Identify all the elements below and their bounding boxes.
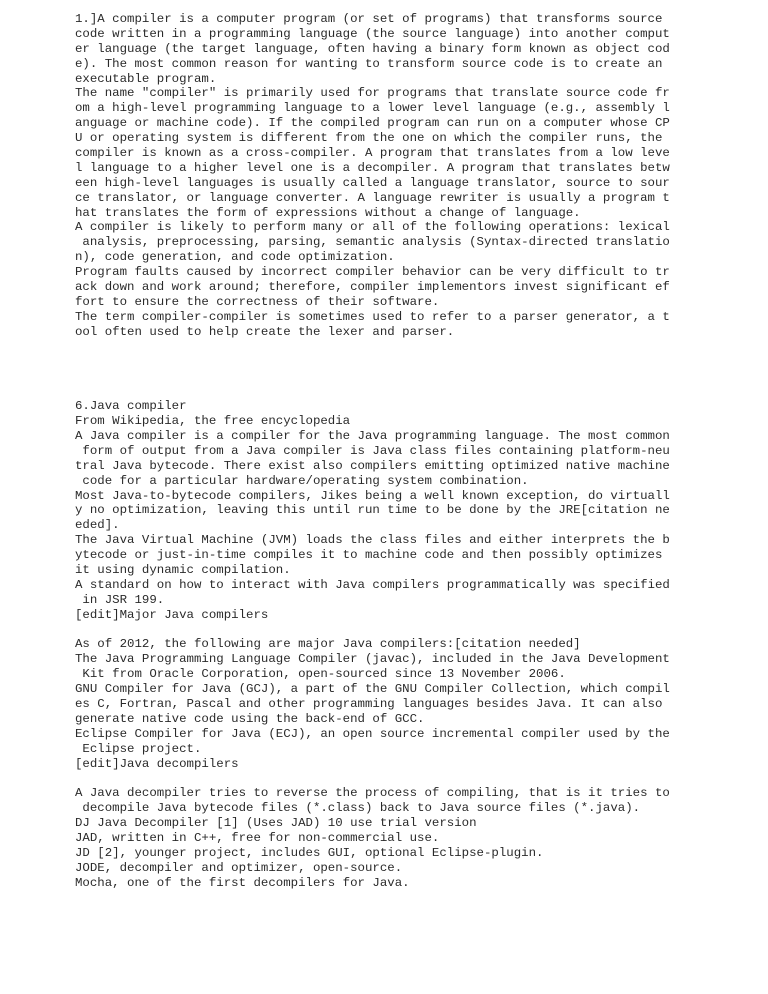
list-item: JAD, written in C++, free for non-commercial use. xyxy=(75,831,440,846)
section-heading: 6.Java compiler xyxy=(75,399,187,414)
document-page xyxy=(75,12,685,891)
text-line: l language to a higher level one is a decompiler. A program that translates betw xyxy=(75,160,670,175)
text-line: eded]. xyxy=(75,518,120,533)
text-line: fort to ensure the correctness of their software. xyxy=(75,294,440,309)
list-item: DJ Java Decompiler [1] (Uses JAD) 10 use trial version xyxy=(75,816,477,831)
text-line: The name "compiler" is primarily used for programs that translate source code fr xyxy=(75,86,670,101)
text-line: anguage or machine code). If the compiled program can run on a computer whose CP xyxy=(75,116,670,131)
text-line: A Java compiler is a compiler for the Java programming language. The most common xyxy=(75,428,670,443)
source-line: From Wikipedia, the free encyclopedia xyxy=(75,414,351,429)
text-line: A standard on how to interact with Java compilers programmatically was specified xyxy=(75,577,670,592)
text-line: The Java Virtual Machine (JVM) loads the class files and either interprets the b xyxy=(75,533,670,548)
text-line: code written in a programming language (the source language) into another comput xyxy=(75,26,670,41)
list-item: JD [2], younger project, includes GUI, optional Eclipse-plugin. xyxy=(75,845,544,860)
list-item: JODE, decompiler and optimizer, open-source. xyxy=(75,860,403,875)
list-item: Eclipse Compiler for Java (ECJ), an open source incremental compiler used by the xyxy=(75,726,670,741)
edit-heading-decompilers[interactable]: [edit]Java decompilers xyxy=(75,756,239,771)
list-item: Mocha, one of the first decompilers for Java. xyxy=(75,875,410,890)
text-line: e). The most common reason for wanting to transform source code is to create an xyxy=(75,56,663,71)
text-line: ack down and work around; therefore, compiler implementors invest significant ef xyxy=(75,280,670,295)
text-line: executable program. xyxy=(75,71,217,86)
list-item: Eclipse project. xyxy=(75,741,202,756)
text-line: Most Java-to-bytecode compilers, Jikes being a well known exception, do virtuall xyxy=(75,488,670,503)
section-gap xyxy=(75,771,685,786)
text-line: hat translates the form of expressions without a change of language. xyxy=(75,205,581,220)
text-line: ytecode or just-in-time compiles it to machine code and then possibly optimizes xyxy=(75,548,663,563)
list-item: GNU Compiler for Java (GCJ), a part of the GNU Compiler Collection, which compil xyxy=(75,682,670,697)
list-item: generate native code using the back-end of GCC. xyxy=(75,711,425,726)
text-line: form of output from a Java compiler is Java class files containing platform-neu xyxy=(75,443,670,458)
text-line: compiler is known as a cross-compiler. A program that translates from a low leve xyxy=(75,146,670,161)
text-line: n), code generation, and code optimization. xyxy=(75,250,395,265)
text-line: analysis, preprocessing, parsing, semantic analysis (Syntax-directed translatio xyxy=(75,235,670,250)
text-line: ce translator, or language converter. A language rewriter is usually a program t xyxy=(75,190,670,205)
list-item: Kit from Oracle Corporation, open-sourced since 13 November 2006. xyxy=(75,667,566,682)
text-line: As of 2012, the following are major Java compilers:[citation needed] xyxy=(75,637,581,652)
list-item: es C, Fortran, Pascal and other programming languages besides Java. It can also xyxy=(75,697,663,711)
text-line: decompile Java bytecode files (*.class) back to Java source files (*.java). xyxy=(75,801,641,816)
section-gap xyxy=(75,340,685,400)
text-line: code for a particular hardware/operating system combination. xyxy=(75,473,529,488)
text-line: A Java decompiler tries to reverse the process of compiling, that is it tries to xyxy=(75,786,670,801)
text-line: in JSR 199. xyxy=(75,592,165,607)
decompilers-section xyxy=(75,786,685,890)
text-line: ool often used to help create the lexer and parser. xyxy=(75,324,455,339)
text-line: A compiler is likely to perform many or all of the following operations: lexical xyxy=(75,220,670,235)
edit-heading-major-compilers[interactable]: [edit]Major Java compilers xyxy=(75,607,269,622)
java-compiler-section xyxy=(75,399,685,622)
text-line: it using dynamic compilation. xyxy=(75,562,291,577)
text-line: er language (the target language, often having a binary form known as object cod xyxy=(75,41,670,56)
text-line: The term compiler-compiler is sometimes used to refer to a parser generator, a t xyxy=(75,309,670,324)
list-item: The Java Programming Language Compiler (javac), included in the Java Development xyxy=(75,652,670,667)
text-line: een high-level languages is usually called a language translator, source to sour xyxy=(75,175,670,190)
text-line: 1.]A compiler is a computer program (or set of programs) that transforms source xyxy=(75,12,663,26)
text-line: tral Java bytecode. There exist also compilers emitting optimized native machine xyxy=(75,458,670,473)
section-gap xyxy=(75,623,685,638)
compiler-section xyxy=(75,12,685,340)
text-line: Program faults caused by incorrect compiler behavior can be very difficult to tr xyxy=(75,265,670,280)
text-line: U or operating system is different from the one on which the compiler runs, the xyxy=(75,131,663,146)
major-compilers-section xyxy=(75,637,685,771)
text-line: om a high-level programming language to a lower level language (e.g., assembly l xyxy=(75,101,670,116)
text-line: y no optimization, leaving this until run time to be done by the JRE[citation ne xyxy=(75,503,670,518)
